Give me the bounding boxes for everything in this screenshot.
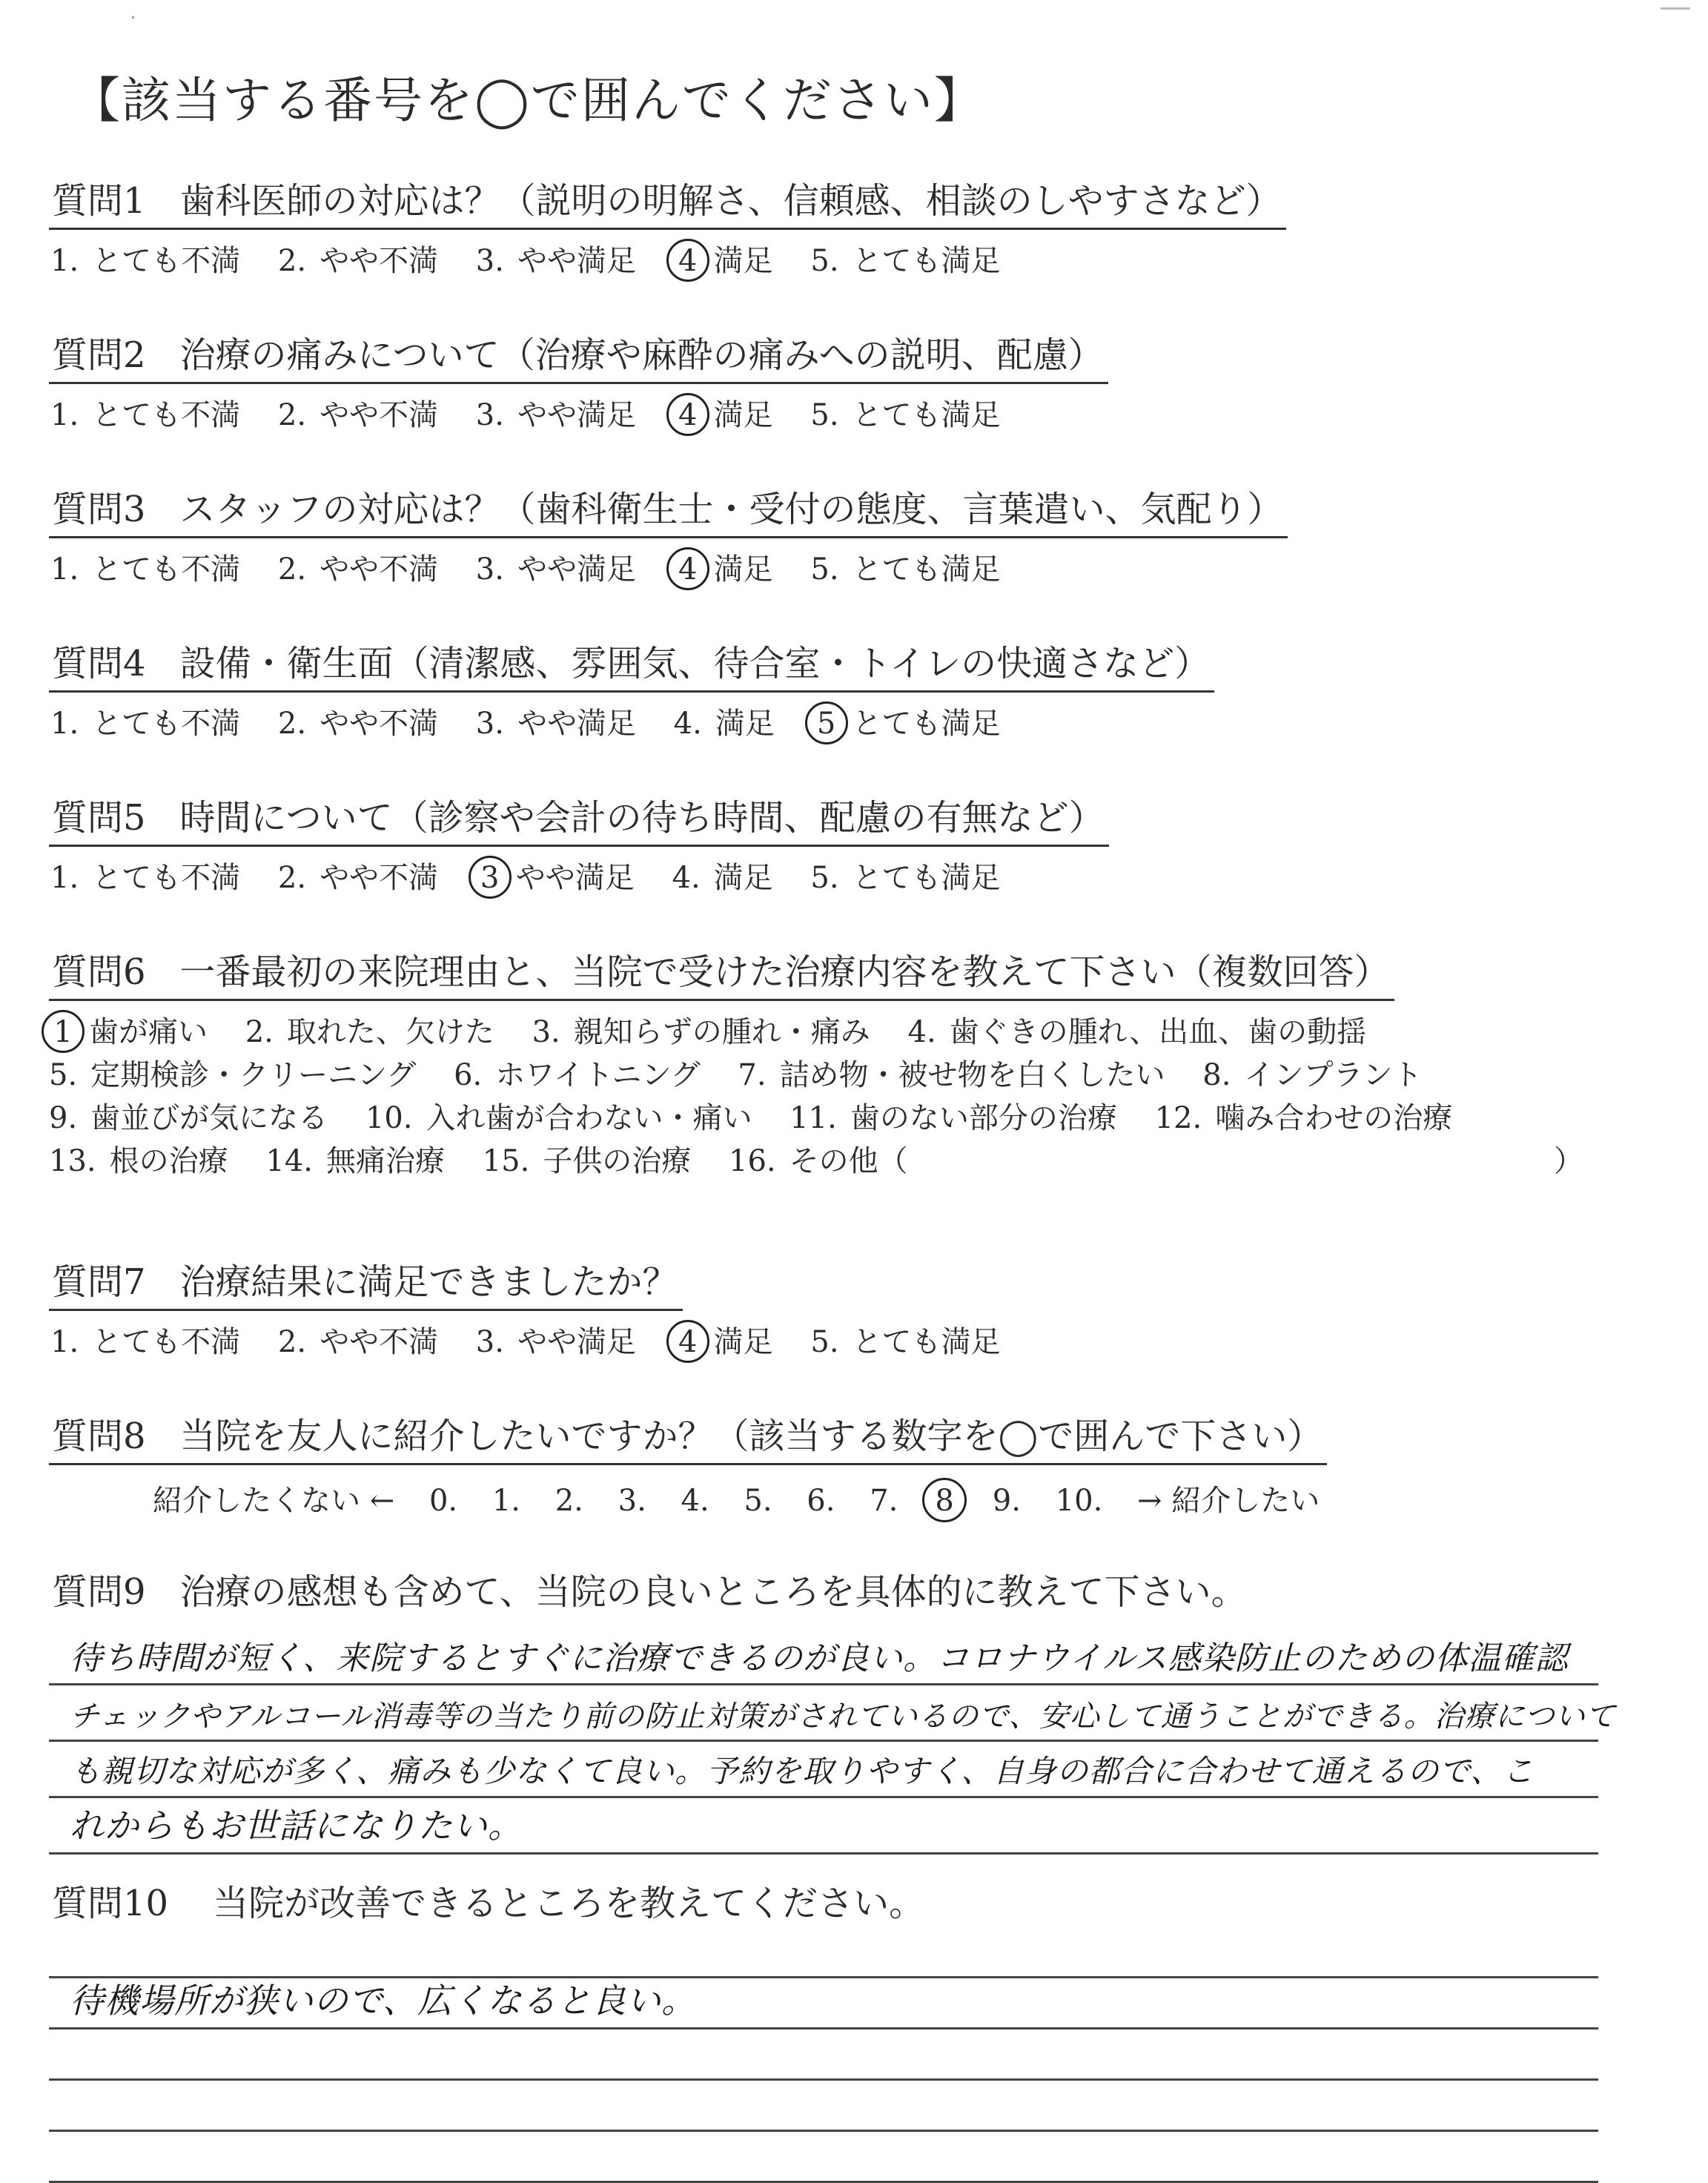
question-6 [49,943,1665,1192]
question-5-title [49,789,1109,847]
reason-5[interactable]: 5. 定期検診・クリーニング [49,1058,417,1092]
question-9 [49,1563,1665,1855]
reason-row-4 [49,1130,1665,1192]
option-2[interactable]: 2. やや不満 [277,398,439,432]
reason-14[interactable]: 14. 無痛治療 [265,1144,445,1178]
question-number: 質問8 [52,1416,146,1457]
option-1[interactable]: 1. とても不満 [50,552,241,587]
question-6-title [49,943,1394,1001]
question-7-options [49,1318,1665,1363]
question-4 [49,635,1665,744]
question-9-answer-area[interactable] [49,1629,1665,1855]
option-4[interactable]: 4. 満足 [673,707,775,741]
question-number: 質問5 [52,797,146,839]
question-text: 治療の痛みについて（治療や麻酔の痛みへの説明、配慮） [179,334,1104,376]
scale-7[interactable]: 7. [870,1484,898,1518]
question-10 [49,1875,1665,2183]
question-3-options [49,546,1665,590]
scale-3[interactable]: 3. [618,1484,646,1518]
question-number: 質問4 [52,643,146,684]
reason-6[interactable]: 6. ホワイトニング [454,1058,701,1092]
scale-0[interactable]: 0. [428,1484,458,1518]
question-1 [49,172,1665,282]
option-5[interactable]: 5. とても満足 [810,244,1001,278]
option-2[interactable]: 2. やや不満 [277,244,439,278]
question-number: 質問7 [52,1261,146,1303]
option-4[interactable]: 4. 満足 [672,861,773,895]
answer-line [49,1935,1598,1978]
question-number: 質問2 [52,334,146,376]
reason-15[interactable]: 15. 子供の治療 [482,1144,692,1178]
reason-2[interactable]: 2. 取れた、欠けた [245,1015,494,1049]
scale-right-label: → 紹介したい [1137,1484,1320,1518]
question-1-options [49,237,1665,282]
question-text: 治療結果に満足できましたか？ [179,1261,678,1303]
reason-4[interactable]: 4. 歯ぐきの腫れ、出血、歯の動揺 [907,1015,1367,1049]
handwritten-answer: 待機場所が狭いので、広くなると良い。 [70,1981,697,2021]
question-9-title [49,1563,1665,1614]
question-8-title [49,1407,1327,1465]
question-text: 治療の感想も含めて、当院の良いところを具体的に教えて下さい。 [179,1571,1247,1613]
option-3[interactable]: 3. やや満足 [475,398,636,432]
option-5[interactable]: 5. とても満足 [810,398,1001,432]
scale-5[interactable]: 5. [744,1484,772,1518]
option-3[interactable]: 3. やや満足 [475,1325,636,1359]
question-4-title [49,635,1214,693]
question-5 [49,789,1665,899]
question-3 [49,480,1665,590]
option-5[interactable]: 5. とても満足 [810,861,1001,895]
question-number: 質問6 [52,951,146,993]
option-5[interactable]: 5. とても満足 [810,552,1001,587]
question-3-title [49,480,1288,538]
scale-4[interactable]: 4. [681,1484,709,1518]
scale-10[interactable]: 10. [1055,1484,1103,1518]
question-number: 質問10 [52,1883,169,1924]
question-1-title [49,172,1286,230]
scale-left-label: 紹介したくない ← [153,1484,395,1518]
option-1[interactable]: 1. とても不満 [50,707,241,741]
question-number: 質問3 [52,489,146,530]
question-text: 当院が改善できるところを教えてください。 [213,1883,925,1924]
reason-12[interactable]: 12. 噛み合わせの治療 [1154,1101,1453,1135]
question-text: 当院を友人に紹介したいですか？（該当する数字を◯で囲んで下さい） [179,1416,1323,1457]
option-2[interactable]: 2. やや不満 [277,1325,439,1359]
option-3[interactable]: 3. やや満足 [475,707,636,741]
question-8 [49,1407,1665,1522]
handwritten-answer: れからもお世話になりたい。 [70,1806,523,1846]
question-4-options [49,700,1665,744]
handwritten-answer: 待ち時間が短く、来院するとすぐに治療できるのが良い。コロナウイルス感染防止のための体温確認 [70,1639,1569,1677]
question-7-title [49,1253,683,1311]
question-text: 時間について（診察や会計の待ち時間、配慮の有無など） [179,797,1105,839]
option-5[interactable]: 5. とても満足 [810,1325,1001,1359]
option-4-circled[interactable]: 4 満足 [674,1318,773,1363]
question-number: 質問1 [52,180,146,222]
question-number: 質問9 [52,1571,146,1613]
option-1[interactable]: 1. とても不満 [50,244,241,278]
answer-line [49,1742,1598,1798]
answer-line [49,2081,1598,2132]
reason-10[interactable]: 10. 入れ歯が合わない・痛い [365,1101,752,1135]
scale-1[interactable]: 1. [491,1484,521,1518]
instruction-header: 【該当する番号を◯で囲んでください】 [71,72,984,129]
question-text: スタッフの対応は？（歯科衛生士・受付の態度、言葉遣い、気配り） [179,489,1283,530]
option-2[interactable]: 2. やや不満 [277,861,439,895]
reason-16-other[interactable]: 16. その他（ [729,1144,908,1178]
option-5-circled[interactable]: 5 とても満足 [812,700,1001,744]
option-4-circled[interactable]: 4 満足 [674,237,773,282]
scan-dot [132,16,134,19]
scale-9[interactable]: 9. [992,1484,1021,1518]
recommend-scale [49,1477,1665,1522]
reason-9[interactable]: 9. 歯並びが気になる [49,1101,328,1135]
option-1[interactable]: 1. とても不満 [50,398,241,432]
option-1[interactable]: 1. とても不満 [50,1325,241,1359]
question-text: 設備・衛生面（清潔感、雰囲気、待合室・トイレの快適さなど） [179,643,1211,684]
answer-line [49,2030,1598,2081]
question-10-answer-area[interactable] [49,1935,1665,2183]
option-1[interactable]: 1. とても不満 [50,861,241,895]
other-close-paren: ） [1554,1144,1583,1178]
option-3[interactable]: 3. やや満足 [475,244,636,278]
option-4-circled[interactable]: 4 満足 [674,392,773,436]
question-2-options [49,392,1665,436]
reason-1-circled[interactable]: 1 歯が痛い [49,1001,208,1063]
option-2[interactable]: 2. やや不満 [277,552,439,587]
scale-6[interactable]: 6. [807,1484,835,1518]
reason-11[interactable]: 11. 歯のない部分の治療 [790,1101,1117,1135]
handwritten-answer: も親切な対応が多く、痛みも少なくて良い。予約を取りやすく、自身の都合に合わせて通えるので、こ [70,1753,1535,1789]
answer-line [49,2132,1598,2183]
reason-3[interactable]: 3. 親知らずの腫れ・痛み [532,1015,870,1049]
scale-2[interactable]: 2. [555,1484,583,1518]
answer-line [49,1798,1598,1855]
reason-13[interactable]: 13. 根の治療 [49,1144,228,1178]
option-3-circled[interactable]: 3 やや満足 [476,854,635,899]
answer-line [49,1685,1616,1742]
option-2[interactable]: 2. やや不満 [277,707,439,741]
question-5-options [49,854,1665,899]
question-2 [49,326,1665,436]
scan-mark [1661,7,1690,10]
option-3[interactable]: 3. やや満足 [475,552,636,587]
question-2-title [49,326,1108,384]
reason-8[interactable]: 8. インプラント [1202,1058,1423,1092]
question-text: 歯科医師の対応は？（説明の明解さ、信頼感、相談のしやすさなど） [179,180,1282,222]
scale-8-circled[interactable]: 8 [922,1478,967,1522]
question-10-title [49,1875,1665,1926]
answer-line [49,1978,1598,2030]
reason-7[interactable]: 7. 詰め物・被せ物を白くしたい [738,1058,1165,1092]
option-4-circled[interactable]: 4 満足 [674,546,773,590]
answer-line [49,1629,1598,1685]
question-text: 一番最初の来院理由と、当院で受けた治療内容を教えて下さい（複数回答） [179,951,1390,993]
handwritten-answer: チェックやアルコール消毒等の当たり前の防止対策がされているので、安心して通うことができる。治療について [70,1700,1616,1734]
question-7 [49,1253,1665,1363]
